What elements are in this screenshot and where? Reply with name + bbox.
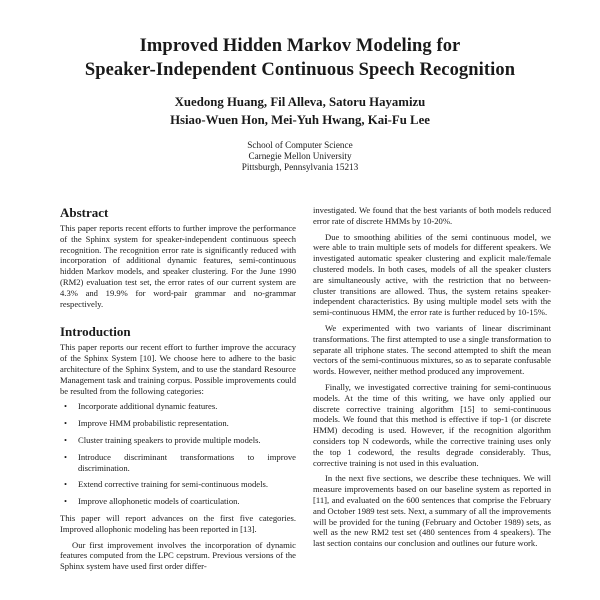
right-paragraph-2: Due to smoothing abilities of the semi continuous model, we were able to train multiple sets of models for different speakers. We investigated automatic speaker clustering and explicit male/female clustered models. In both cases, models of all the speaker clusters are simultaneously active, with the restriction that no between-cluster transitions are allowed. Thus, the system retains speaker-independent characteristics. By using multiple model sets with the semi-continuous HMM, the error rate is further reduced by 10-15%.	[313, 231, 551, 318]
abstract-text: This paper reports recent efforts to further improve the performance of the Sphinx system for speaker-independent continuous speech recognition. The recognition error rate is significantly reduced with incorporation of additional dynamic features, semi-continuous hidden Markov models, and speaker clustering. For the June 1990 (RM2) evaluation test set, the error rates of our current system are 4.3% and 19.9% for word-pair grammar and no-grammar respectively.	[60, 223, 296, 309]
affiliation-university: Carnegie Mellon University	[248, 151, 352, 161]
right-paragraph-5: In the next five sections, we describe these techniques. We will measure improvements based on our baseline system as reported in [11], and evaluated on the 600 sentences that comprise the February and October 1989 test sets. Next, a summary of all the improvements will be provided for the tuning (February and October 1989) sets, as well as the new RM2 test set (480 sentences from 4 speakers). The last section contains our conclusion and outlines our future work.	[313, 473, 551, 549]
bullet-icon: •	[64, 401, 68, 412]
affiliation-department: School of Computer Science	[247, 140, 353, 150]
paper-title-line-1: Improved Hidden Markov Modeling for	[139, 36, 461, 56]
bullet-icon: •	[64, 479, 68, 490]
list-item: • Introduce discriminant transformations to improve discrimination.	[64, 451, 296, 473]
right-column	[313, 205, 551, 554]
list-item: • Incorporate additional dynamic features.	[64, 401, 218, 412]
intro-paragraph-2: This paper will report advances on the first five categories. Improved allophonic modeling has been reported in [13].	[60, 512, 296, 534]
list-item: • Improve allophonetic models of coarticulation.	[64, 496, 240, 507]
affiliation-address: Pittsburgh, Pennsylvania 15213	[241, 162, 359, 172]
abstract-heading: Abstract	[60, 205, 109, 220]
authors-line-2: Hsiao-Wuen Hon, Mei-Yuh Hwang, Kai-Fu Lee	[170, 113, 430, 127]
right-paragraph-4: Finally, we investigated corrective training for semi-continuous models. At the time of this writing, we have only applied our discrete corrective training algorithm [15] to semi-continuous models. We found that this method is effective if top-1 (or discrete HMM) decoding is used. However, if the recognition algorithm considers top N codewords, while the corrective training uses only the top 1 codeword, the results degrade considerably. Thus, corrective training is not used in this evaluation.	[313, 381, 551, 468]
right-paragraph-3: We experimented with two variants of linear discriminant transformations. The first attempted to use a single transformation to separate all triphone states. The second attempted to shift the mean vectors of the semi-continuous mixtures, so as to separate confusable words. However, neither method produced any improvement.	[313, 322, 551, 377]
list-item: • Cluster training speakers to provide multiple models.	[64, 434, 261, 445]
bullet-icon: •	[64, 496, 68, 507]
introduction-heading: Introduction	[60, 324, 131, 340]
bullet-icon: •	[64, 418, 68, 429]
intro-paragraph-1: This paper reports our recent effort to further improve the accuracy of the Sphinx System [10]. We choose here to adhere to the basic architecture of the Sphinx System, and to use the standard Resource Management task and training corpus. Possible improvements could be resulted from the following categories:	[60, 342, 296, 396]
intro-paragraph-3: Our first improvement involves the incorporation of dynamic features computed from the LPC cepstrum. Previous versions of the Sphinx system have used first order differ-	[60, 539, 296, 572]
list-item: • Extend corrective training for semi-continuous models.	[64, 479, 268, 490]
paper-title-line-2: Speaker-Independent Continuous Speech Recognition	[84, 60, 516, 80]
bullet-icon: •	[64, 451, 68, 462]
improvement-list	[60, 401, 296, 507]
bullet-icon: •	[64, 434, 68, 445]
authors-line-1: Xuedong Huang, Fil Alleva, Satoru Hayamizu	[174, 95, 426, 109]
right-paragraph-1: investigated. We found that the best variants of both models reduced error rate of discrete HMMs by 10-20%.	[313, 205, 551, 226]
left-column	[60, 205, 296, 577]
list-item: • Improve HMM probabilistic representation.	[64, 418, 229, 429]
